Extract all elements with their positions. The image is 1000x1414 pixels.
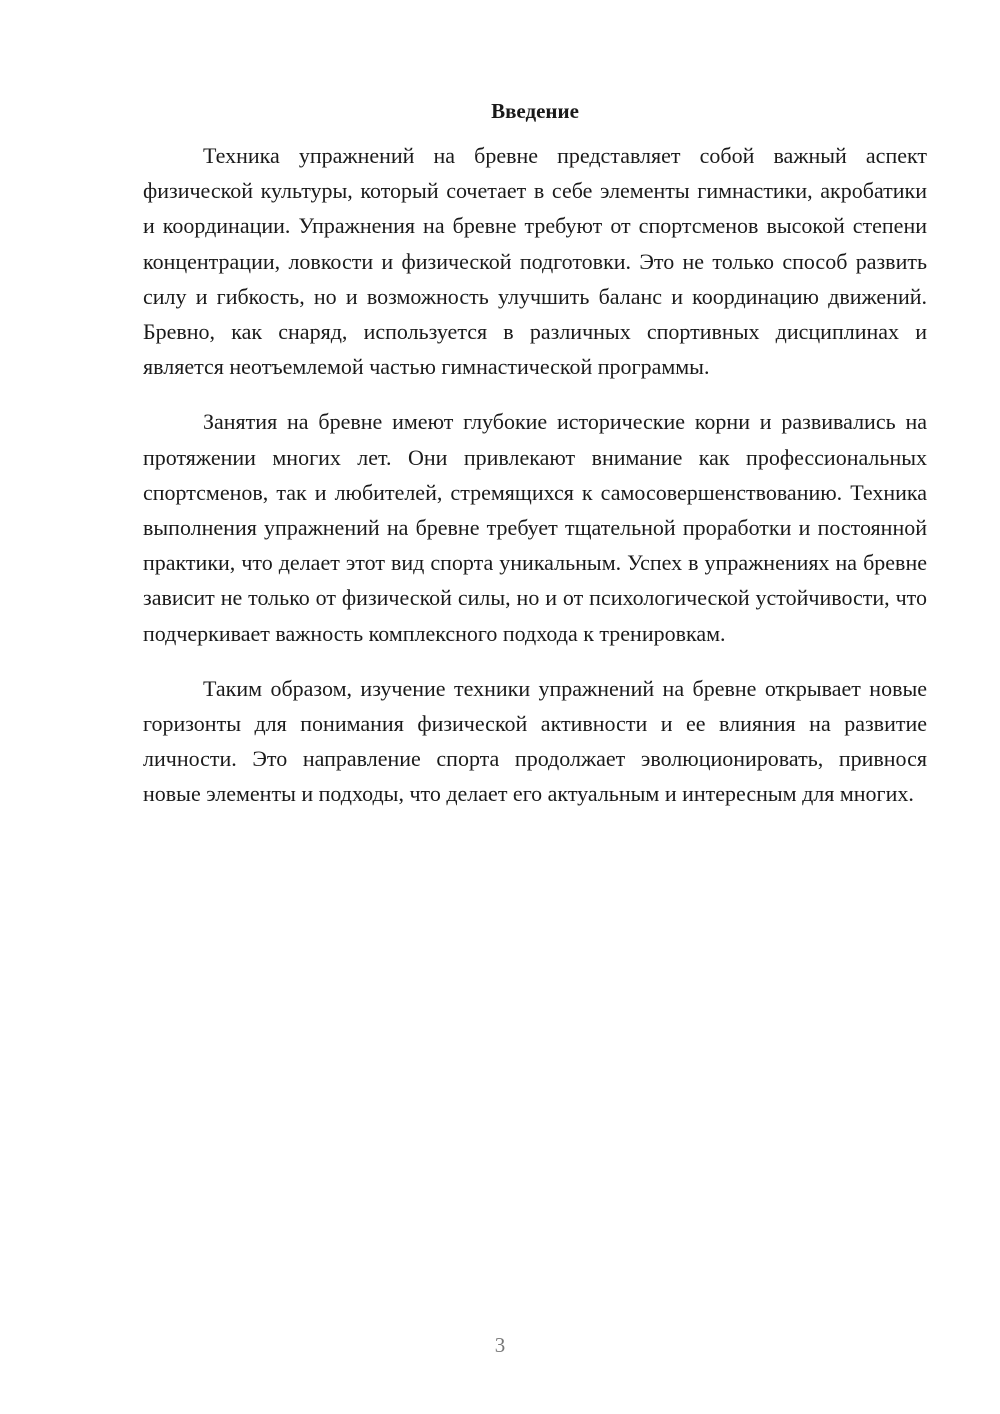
section-heading: Введение xyxy=(491,99,579,123)
page-number: 3 xyxy=(494,1333,506,1357)
paragraph-2: Занятия на бревне имеют глубокие исторические корни и развивались на протяжении многих лет. Они привлекают внимание как профессиональных спортсменов, так и любителей, стремящихся к самосовершенствованию. Техника выполнения упражнений на бревне требует тщательной проработки и постоянной практики, что делает этот вид спорта уникальным. Успех в упражнениях на бревне зависит не только от физической силы, но и от психологической устойчивости, что подчеркивает важность комплексного подхода к тренировкам. xyxy=(143,409,927,646)
paragraph-1: Техника упражнений на бревне представляет собой важный аспект физической культуры, который сочетает в себе элементы гимнастики, акробатики и координации. Упражнения на бревне требуют от спортсменов высокой степени концентрации, ловкости и физической подготовки. Это не только способ развить силу и гибкость, но и возможность улучшить баланс и координацию движений. Бревно, как снаряд, используется в различных спортивных дисциплинах и является неотъемлемой частью гимнастической программы. xyxy=(143,143,927,380)
page-content xyxy=(143,96,927,832)
paragraph-3: Таким образом, изучение техники упражнений на бревне открывает новые горизонты для понимания физической активности и ее влияния на развитие личности. Это направление спорта продолжает эволюционировать, привнося новые элементы и подходы, что делает его актуальным и интересным для многих. xyxy=(143,675,927,807)
